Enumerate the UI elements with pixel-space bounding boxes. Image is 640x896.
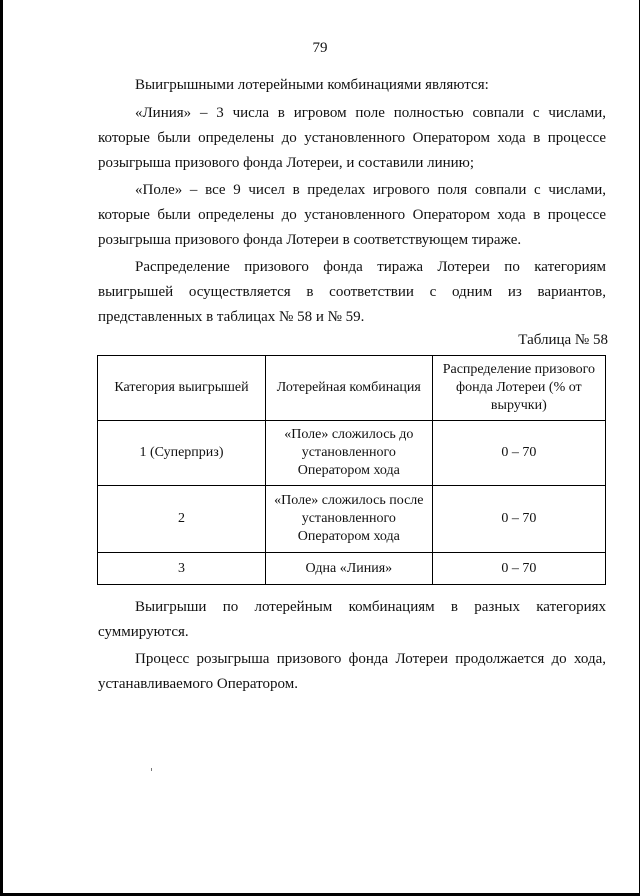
paragraph-text: Выигрышными лотерейными комбинациями являются: — [135, 77, 489, 93]
table-row — [98, 553, 606, 585]
header-category: Категория выигрышей — [98, 356, 266, 421]
header-combination: Лотерейная комбинация — [265, 356, 432, 421]
cell-category: 1 (Суперприз) — [98, 421, 266, 486]
paragraph-text: Выигрыши по лотерейным комбинациям в разных категориях суммируются. — [98, 599, 606, 640]
table-row — [98, 486, 606, 553]
cell-distribution: 0 – 70 — [432, 553, 605, 585]
paragraph-winnings-summed — [98, 595, 606, 645]
cell-category: 2 — [98, 486, 266, 553]
cell-distribution: 0 – 70 — [432, 421, 605, 486]
table-row — [98, 421, 606, 486]
paragraph-text: «Линия» – 3 числа в игровом поле полностью совпали с числами, которые были определены до установленного Оператором хода в процессе розыгрыша призового фонда Лотереи, и составили линию; — [98, 105, 606, 171]
page-number: 79 — [312, 40, 328, 56]
cell-combination: «Поле» сложилось до установленного Оператором хода — [265, 421, 432, 486]
paragraph-winning-combinations-intro — [98, 73, 606, 98]
scan-speck — [151, 768, 152, 771]
cell-distribution: 0 – 70 — [432, 486, 605, 553]
paragraph-text: Распределение призового фонда тиража Лотереи по категориям выигрышей осуществляется в соответствии с одним из вариантов, представленных в таблицах № 58 и № 59. — [98, 259, 606, 325]
paragraph-draw-continues — [98, 647, 606, 697]
table-caption: Таблица № 58 — [518, 332, 608, 348]
paragraph-field-definition — [98, 178, 606, 253]
prize-category-table — [97, 355, 606, 585]
cell-category: 3 — [98, 553, 266, 585]
header-distribution: Распределение призового фонда Лотереи (% от выручки) — [432, 356, 605, 421]
paragraph-line-definition — [98, 101, 606, 176]
cell-combination: Одна «Линия» — [265, 553, 432, 585]
cell-combination: «Поле» сложилось после установленного Оператором хода — [265, 486, 432, 553]
paragraph-text: «Поле» – все 9 чисел в пределах игрового поля совпали с числами, которые были определены до установленного Оператором хода в процессе розыгрыша призового фонда Лотереи в соответствующем тираже. — [98, 182, 606, 248]
paragraph-text: Процесс розыгрыша призового фонда Лотереи продолжается до хода, устанавливаемого Оператором. — [98, 651, 606, 692]
paragraph-prize-distribution — [98, 255, 606, 330]
table-header-row — [98, 356, 606, 421]
